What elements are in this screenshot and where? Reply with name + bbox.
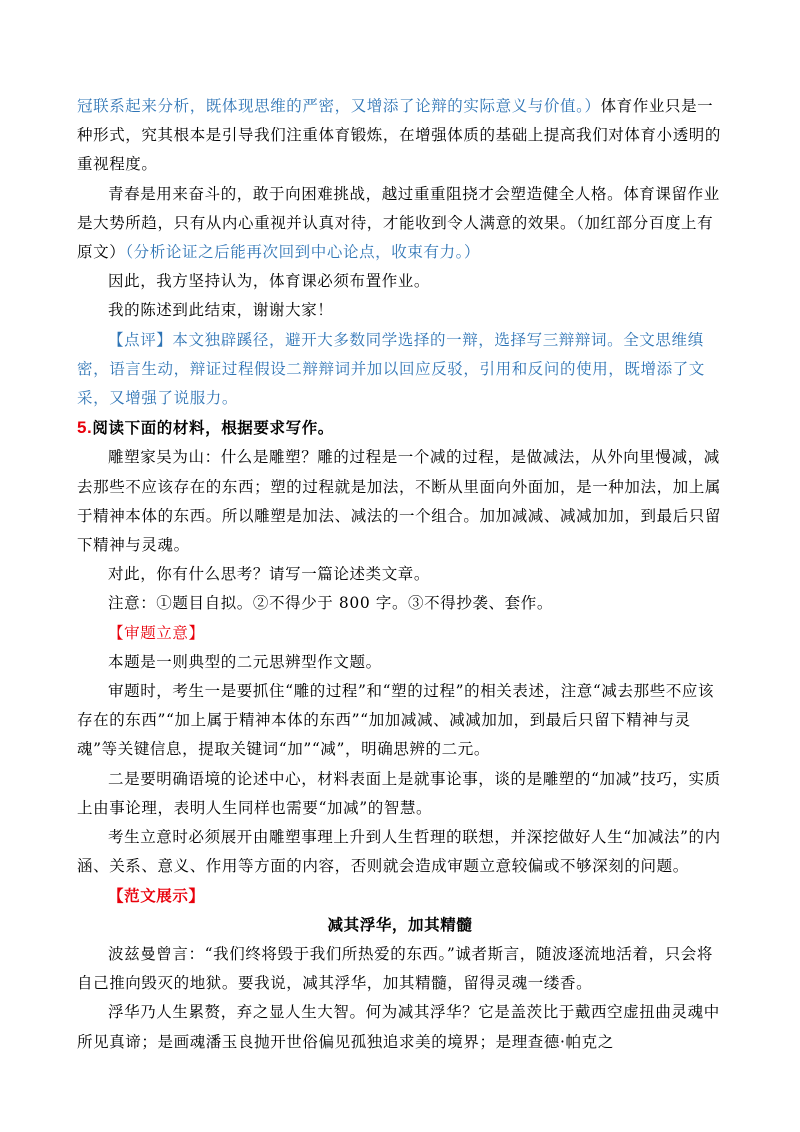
question-title: 阅读下面的材料，根据要求写作。 <box>92 419 334 438</box>
review-comment <box>77 326 723 414</box>
writing-prompt: 对此，你有什么思考？请写一篇论述类文章。 <box>108 565 431 584</box>
review-text: 本文独辟蹊径，避开大多数同学选择的一辩，选择写三辩辩词。全文思维缜密，语言生动，辩证过程假设二辩辩词并加以回应反驳，引用和反问的使用，既增添了文采，又增强了说服力。 <box>77 330 705 408</box>
essay-paragraph: 波兹曼曾言：“我们终将毁于我们所热爱的东西。”诚者斯言，随波逐流地活着，只会将自己推向毁灭的地狱。要我说，减其浮华，加其精髓，留得灵魂一缕香。 <box>77 944 714 993</box>
writing-note: 注意：①题目自拟。②不得少于 800 字。③不得抄袭、套作。 <box>108 594 553 613</box>
question-heading <box>77 413 723 443</box>
analysis-paragraph: 本题是一则典型的二元思辨型作文题。 <box>108 652 382 671</box>
document-body <box>77 92 723 1057</box>
comment-inline: （分析论证之后能再次回到中心论点，收束有力。） <box>125 243 481 262</box>
paragraph-youth <box>77 180 723 268</box>
essay-title-part1: 减其浮华， <box>327 915 409 934</box>
paragraph-conclusion: 因此，我方坚持认为，体育课必须布置作业。 <box>108 272 431 291</box>
analysis-paragraph: 审题时，考生一是要抓住“雕的过程”和“塑的过程”的相关表述，注意“减去那些不应该存在的东西”“加上属于精神本体的东西”“加加减减、减减加加，到最后只留下精神与灵魂”等关键信息，提取关键词“加”“减”，明确思辨的二元。 <box>77 682 715 759</box>
paragraph-closing-argument <box>77 92 723 180</box>
question-number: 5. <box>77 418 93 438</box>
paragraph-thanks: 我的陈述到此结束，谢谢大家！ <box>108 301 334 320</box>
material-text: 雕塑家吴为山：什么是雕塑？雕的过程是一个减的过程，是做减法，从外向里慢减，减去那些不应该存在的东西；塑的过程就是加法，不断从里面向外面加，是一种加法，加上属于精神本体的东西。所以雕塑是加法、减法的一个组合。加加减减、减减加加，到最后只留下精神与灵魂。 <box>77 448 722 555</box>
analysis-paragraph: 二是要明确语境的论述中心，材料表面上是就事论事，谈的是雕塑的“加减”技巧，实质上由事论理，表明人生同样也需要“加减”的智慧。 <box>77 769 721 817</box>
paragraph-text: 青春是用来奋斗的，敢于向困难挑战，越过重重阻挠才会塑造健全人格。体育课留作业是大势所趋，只有从内心重视并认真对待，才能收到令人满意的效果。（加红部分百度上有原文） <box>77 184 720 262</box>
essay-title <box>77 911 723 940</box>
analysis-paragraph: 考生立意时必须展开由雕塑事理上升到人生哲理的联想，并深挖做好人生“加减法”的内涵、关系、意义、作用等方面的内容，否则就会造成审题立意较偏或不够深刻的问题。 <box>77 828 721 876</box>
paragraph-text: 体育作业只是一种形式，究其根本是引导我们注重体育锻炼，在增强体质的基础上提高我们对体育小透明的重视程度。 <box>77 97 722 174</box>
comment-inline: 冠联系起来分析，既体现思维的严密，又增添了论辩的实际意义与价值。） <box>77 97 601 115</box>
essay-title-part2: 加其精髓 <box>408 915 473 934</box>
essay-paragraph: 浮华乃人生累赘，弃之显人生大智。何为减其浮华？它是盖茨比于戴西空虚扭曲灵魂中所见真谛；是画魂潘玉良抛开世俗偏见孤独追求美的境界；是理查德·帕克之 <box>77 1003 720 1051</box>
section-heading-analysis: 【审题立意】 <box>108 623 205 642</box>
section-heading-sample: 【范文展示】 <box>108 886 205 906</box>
review-label: 【点评】 <box>108 330 173 349</box>
